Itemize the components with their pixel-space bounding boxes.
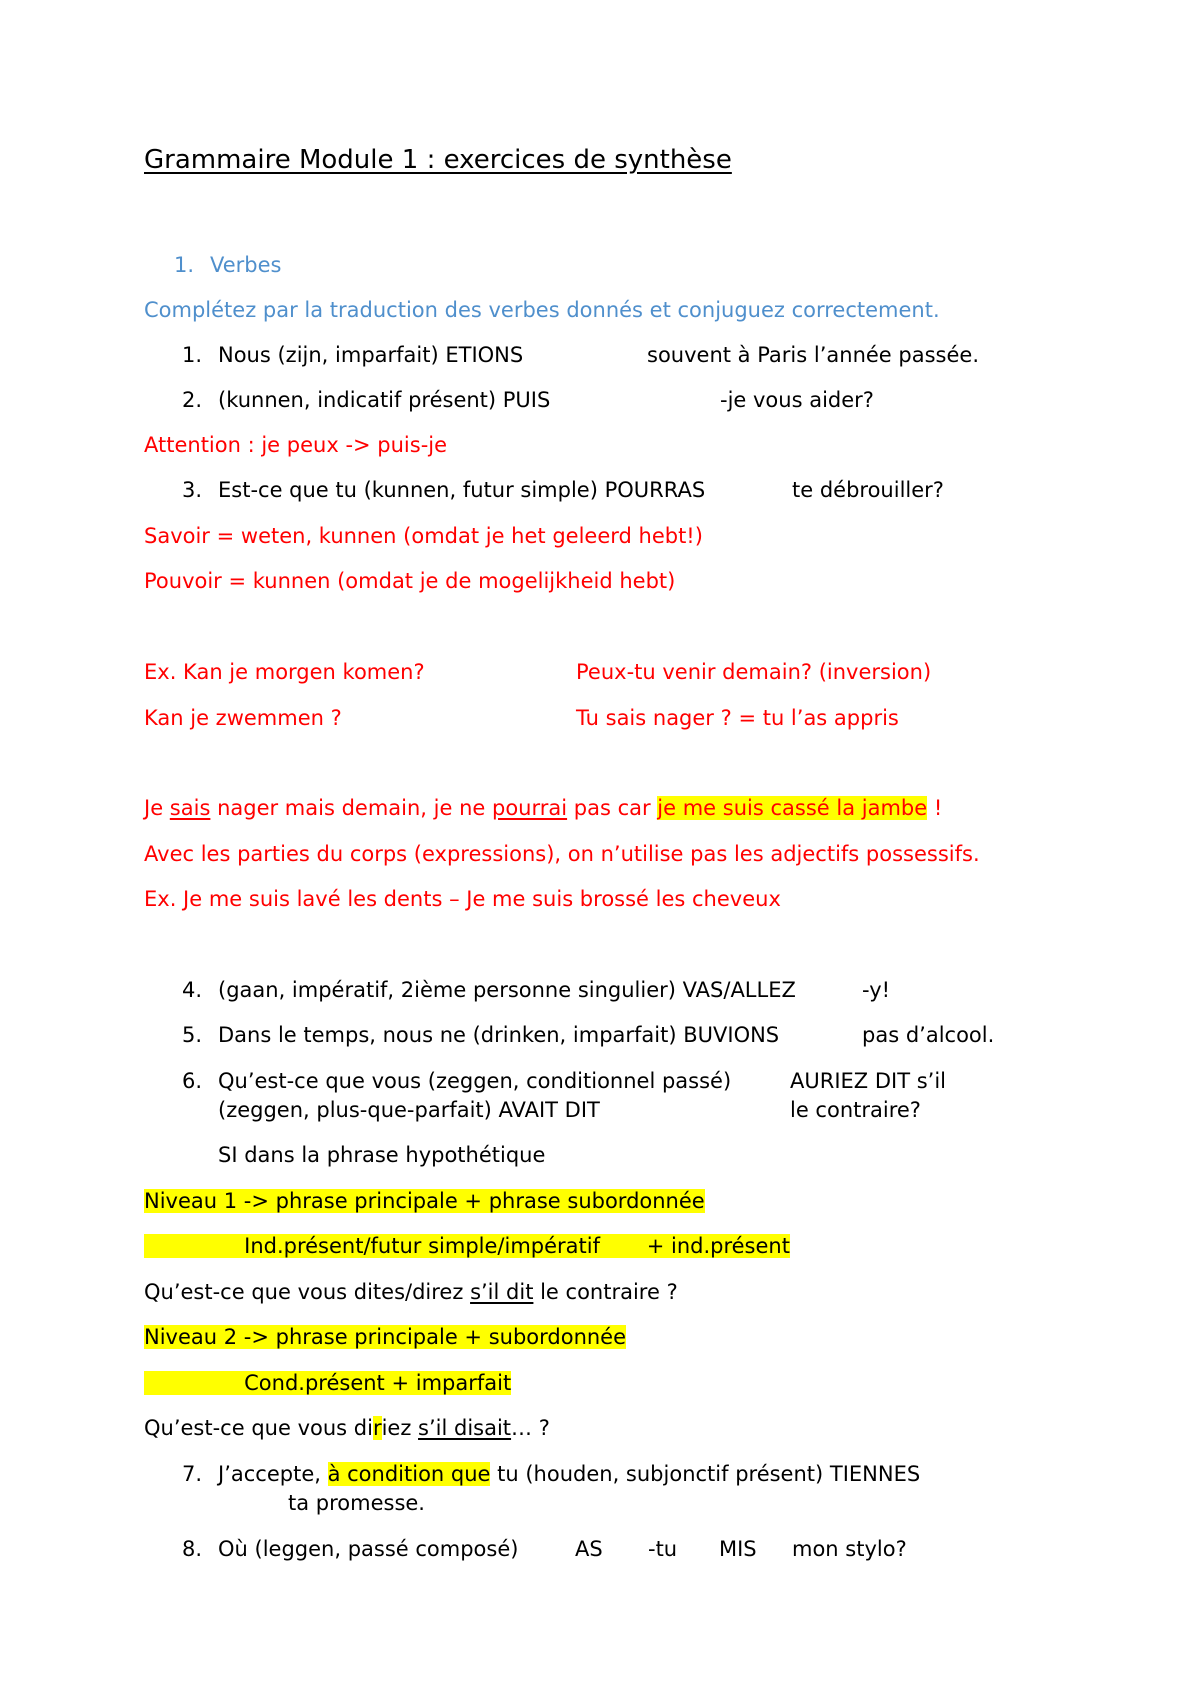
example-2-right: Tu sais nager ? = tu l’as appris — [576, 706, 899, 730]
note-je-sais-nager — [144, 794, 942, 822]
exercise-item-6 — [182, 1067, 731, 1095]
list-number: 2. — [182, 388, 203, 412]
exercise-item-8-mis: MIS — [719, 1537, 757, 1561]
exercise-item-7 — [182, 1460, 920, 1488]
text-segment: ! — [927, 796, 943, 820]
niveau-1 — [144, 1187, 705, 1215]
exercise-item-7-cont: ta promesse. — [288, 1491, 425, 1515]
item-text: Nous (zijn, imparfait) ETIONS — [218, 343, 524, 367]
item-text: Est-ce que tu (kunnen, futur simple) POURRAS — [218, 478, 706, 502]
example-1-right: Peux-tu venir demain? (inversion) — [576, 660, 932, 684]
exercise-item-8-tu: -tu — [648, 1537, 678, 1561]
exercise-item-6-line-2: (zeggen, plus-que-parfait) AVAIT DIT — [218, 1098, 600, 1122]
text-segment: Qu’est-ce que vous di — [144, 1416, 373, 1440]
exercise-item-4 — [182, 976, 796, 1004]
text-segment: J’accepte, — [218, 1462, 328, 1486]
exercise-item-8-as: AS — [575, 1537, 603, 1561]
list-number: 4. — [182, 978, 203, 1002]
item-text: (gaan, impératif, 2ième personne singulier) VAS/ALLEZ — [218, 978, 796, 1002]
text-segment: Qu’est-ce que vous dites/direz — [144, 1280, 471, 1304]
example-2-left: Kan je zwemmen ? — [144, 706, 342, 730]
underlined-sil-disait: s’il disait — [418, 1416, 512, 1440]
example-1-left: Ex. Kan je morgen komen? — [144, 660, 425, 684]
example-3: Ex. Je me suis lavé les dents – Je me suis brossé les cheveux — [144, 887, 781, 911]
list-number: 1. — [182, 343, 203, 367]
note-attention: Attention : je peux -> puis-je — [144, 433, 448, 457]
text-segment: le contraire ? — [533, 1280, 678, 1304]
underlined-pourrai: pourrai — [491, 796, 568, 820]
highlighted-letter: r — [372, 1416, 382, 1440]
section-label: Verbes — [210, 253, 282, 277]
text-segment: pas car — [567, 796, 658, 820]
list-number: 7. — [182, 1462, 203, 1486]
list-number: 5. — [182, 1023, 203, 1047]
underlined-sais: sais — [169, 796, 211, 820]
text-segment: … ? — [511, 1416, 550, 1440]
exercise-item-5 — [182, 1021, 779, 1049]
highlighted-text: Niveau 1 -> phrase principale + phrase subordonnée — [144, 1189, 705, 1213]
exercise-item-3 — [182, 476, 705, 504]
highlighted-text: Ind.présent/futur simple/impératif + ind.présent — [144, 1234, 790, 1258]
niveau-2-sub — [144, 1369, 511, 1397]
question-1 — [144, 1278, 678, 1306]
highlighted-text: Niveau 2 -> phrase principale + subordonnée — [144, 1325, 627, 1349]
exercise-item-6-right-2: le contraire? — [790, 1098, 921, 1122]
exercise-item-4-cont: -y! — [862, 978, 891, 1002]
item-text: Où (leggen, passé composé) — [218, 1537, 519, 1561]
instruction-text: Complétez par la traduction des verbes donnés et conjuguez correctement. — [144, 298, 940, 322]
exercise-item-5-cont: pas d’alcool. — [862, 1023, 995, 1047]
text-segment: tu (houden, subjonctif présent) TIENNES — [490, 1462, 921, 1486]
item-text: Qu’est-ce que vous (zeggen, conditionnel passé) — [218, 1069, 732, 1093]
exercise-item-1 — [182, 341, 523, 369]
question-2 — [144, 1414, 550, 1442]
text-segment: iez — [381, 1416, 419, 1440]
list-number: 1. — [174, 253, 195, 277]
text-segment: nager mais demain, je ne — [210, 796, 492, 820]
highlighted-phrase: je me suis cassé la jambe — [657, 796, 928, 820]
niveau-1-sub — [144, 1232, 790, 1260]
exercise-item-3-cont: te débrouiller? — [792, 478, 944, 502]
note-pouvoir: Pouvoir = kunnen (omdat je de mogelijkheid hebt) — [144, 569, 676, 593]
exercise-item-2-cont: -je vous aider? — [720, 388, 874, 412]
exercise-item-1-cont: souvent à Paris l’année passée. — [647, 343, 979, 367]
list-number: 3. — [182, 478, 203, 502]
exercise-item-6-note: SI dans la phrase hypothétique — [218, 1143, 546, 1167]
underlined-sil-dit: s’il dit — [470, 1280, 534, 1304]
note-savoir: Savoir = weten, kunnen (omdat je het geleerd hebt!) — [144, 524, 703, 548]
exercise-item-8-end: mon stylo? — [792, 1537, 907, 1561]
highlighted-text: Cond.présent + imparfait — [144, 1371, 512, 1395]
niveau-2 — [144, 1323, 626, 1351]
section-heading-verbes — [174, 251, 281, 279]
highlighted-phrase: à condition que — [327, 1462, 491, 1486]
exercise-item-6-right-1: AURIEZ DIT s’il — [790, 1069, 947, 1093]
exercise-item-8 — [182, 1535, 518, 1563]
page-title: Grammaire Module 1 : exercices de synthèse — [144, 145, 732, 175]
item-text: Dans le temps, nous ne (drinken, imparfait) BUVIONS — [218, 1023, 780, 1047]
list-number: 6. — [182, 1069, 203, 1093]
text-segment: Je — [144, 796, 170, 820]
note-parties-du-corps: Avec les parties du corps (expressions), on n’utilise pas les adjectifs possessifs. — [144, 842, 980, 866]
exercise-item-2 — [182, 386, 550, 414]
item-text: (kunnen, indicatif présent) PUIS — [218, 388, 551, 412]
list-number: 8. — [182, 1537, 203, 1561]
